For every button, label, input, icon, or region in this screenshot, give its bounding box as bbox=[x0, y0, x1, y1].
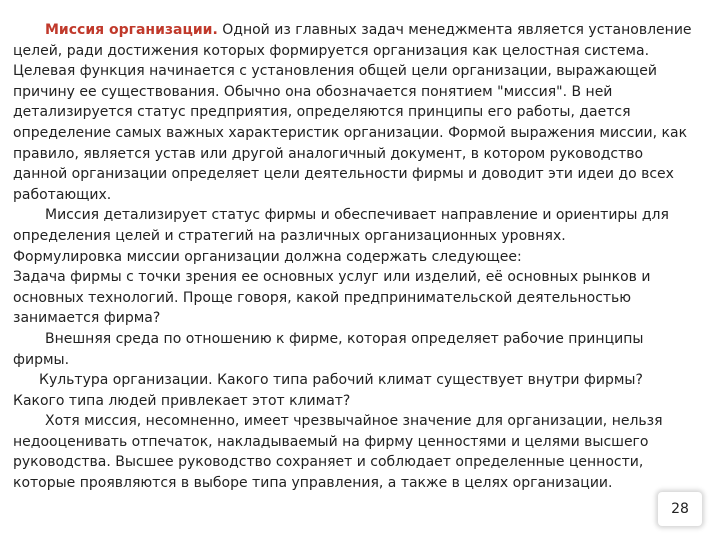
paragraph-mission-intro bbox=[13, 20, 693, 205]
paragraph-4: Задача фирмы с точки зрения ее основных услуг или изделий, её основных рынков и основных технологий. Проще говоря, какой предпринимательской деятельностью занимается фирма? bbox=[13, 269, 651, 327]
paragraph-3: Формулировка миссии организации должна содержать следующее: bbox=[13, 248, 522, 265]
paragraph-6: Культура организации. Какого типа рабочий климат существует внутри фирмы? Какого типа людей привлекает этот климат? bbox=[13, 372, 643, 409]
document-body bbox=[13, 20, 693, 494]
paragraph-7: Хотя миссия, несомненно, имеет чрезвычайное значение для организации, нельзя недооценивать отпечаток, накладываемый на фирму ценностями и целями высшего руководства. Высшее руководство сохраняет и соблюдает определенные ценности, которые проявляются в выборе типа управления, а также в целях организации. bbox=[13, 413, 663, 492]
paragraph-5: Внешняя среда по отношению к фирме, которая определяет рабочие принципы фирмы. bbox=[13, 330, 644, 368]
paragraph-2: Миссия детализирует статус фирмы и обеспечивает направление и ориентиры для определения целей и стратегий на различных организационных уровнях. bbox=[13, 207, 669, 244]
document-title: Миссия организации. bbox=[45, 22, 218, 38]
page-number: 28 bbox=[658, 492, 702, 526]
paragraph-1-text: Одной из главных задач менеджмента является установление целей, ради достижения которых формируется организация как целостная система. Целевая функция начинается с установления общей цели организации, выражающей причину ее существования. Обычно она обозначается понятием "миссия". В ней детализируется статус предприятия, определяются принципы его работы, дается определение самых важных характеристик организации. Формой выражения миссии, как правило, является устав или другой аналогичный документ, в котором руководство данной организации определяет цели деятельности фирмы и доводит эти идеи до всех работающих. bbox=[13, 22, 692, 203]
